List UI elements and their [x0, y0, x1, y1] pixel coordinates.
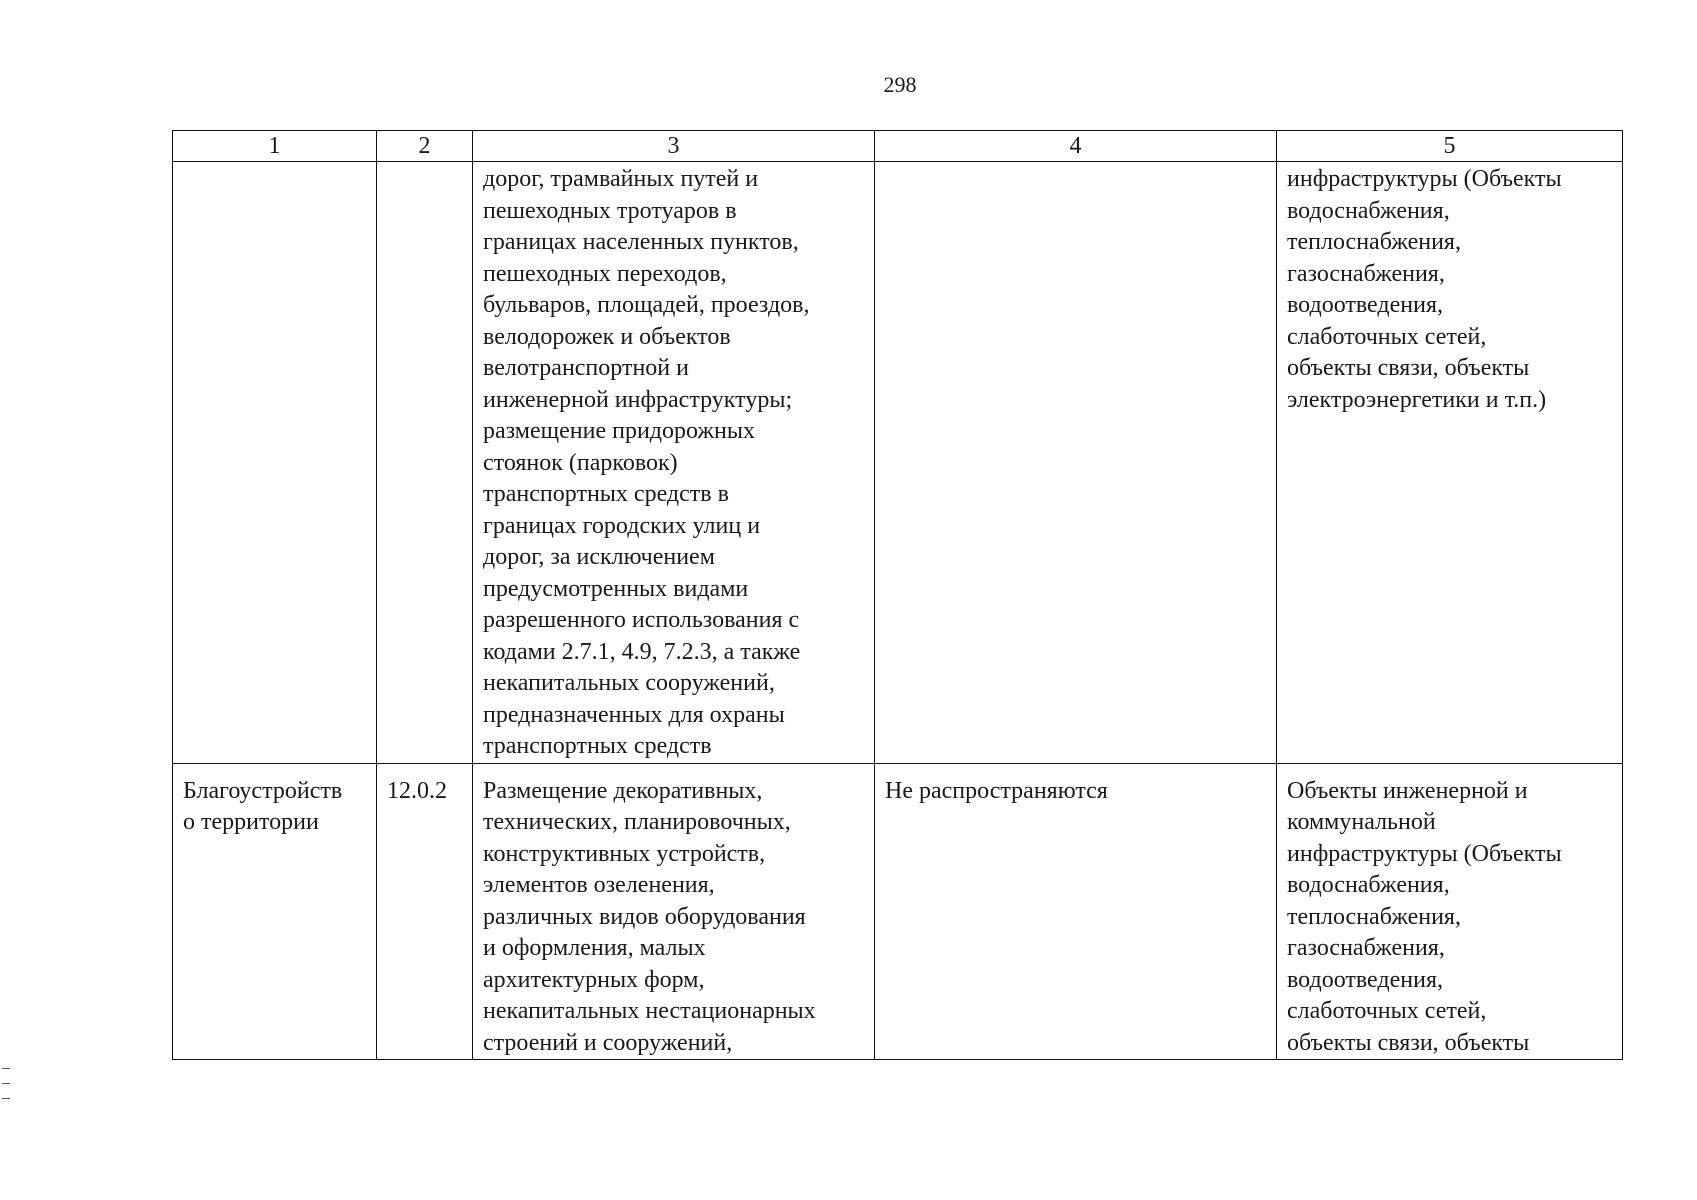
cell-auxiliary-objects: Объекты инженерной и коммунальной инфраструктуры (Объекты водоснабжения, теплоснабжения, газоснабжения, водоотведения, слаботочных сетей, объекты связи, объекты — [1277, 763, 1623, 1060]
table-row — [173, 162, 1623, 764]
cell-code — [377, 162, 473, 764]
cell-description: дорог, трамвайных путей и пешеходных тротуаров в границах населенных пунктов, пешеходных переходов, бульваров, площадей, проездов, велодорожек и объектов велотранспортной и инженерной инфраструктуры; размещение придорожных стоянок (парковок) транспортных средств в границах городских улиц и дорог, за исключением предусмотренных видами разрешенного использования с кодами 2.7.1, 4.9, 7.2.3, а также некапитальных сооружений, предназначенных для охраны транспортных средств — [473, 162, 875, 764]
cell-land-use-type — [173, 162, 377, 764]
page-number: 298 — [883, 72, 917, 97]
cell-parameters — [875, 162, 1277, 764]
column-header-1: 1 — [173, 131, 377, 162]
cell-land-use-type: Благоустройств о территории — [173, 763, 377, 1060]
table-header-row — [173, 131, 1623, 162]
table-row — [173, 763, 1623, 1060]
land-use-table — [172, 130, 1623, 1060]
cell-auxiliary-objects: инфраструктуры (Объекты водоснабжения, теплоснабжения, газоснабжения, водоотведения, слаботочных сетей, объекты связи, объекты электроэнергетики и т.п.) — [1277, 162, 1623, 764]
column-header-5: 5 — [1277, 131, 1623, 162]
column-header-3: 3 — [473, 131, 875, 162]
cell-parameters: Не распространяются — [875, 763, 1277, 1060]
scan-margin-marks — [2, 1068, 12, 1113]
cell-code: 12.0.2 — [377, 763, 473, 1060]
column-header-2: 2 — [377, 131, 473, 162]
cell-description: Размещение декоративных, технических, планировочных, конструктивных устройств, элементов озеленения, различных видов оборудования и оформления, малых архитектурных форм, некапитальных нестационарных строений и сооружений, — [473, 763, 875, 1060]
column-header-4: 4 — [875, 131, 1277, 162]
